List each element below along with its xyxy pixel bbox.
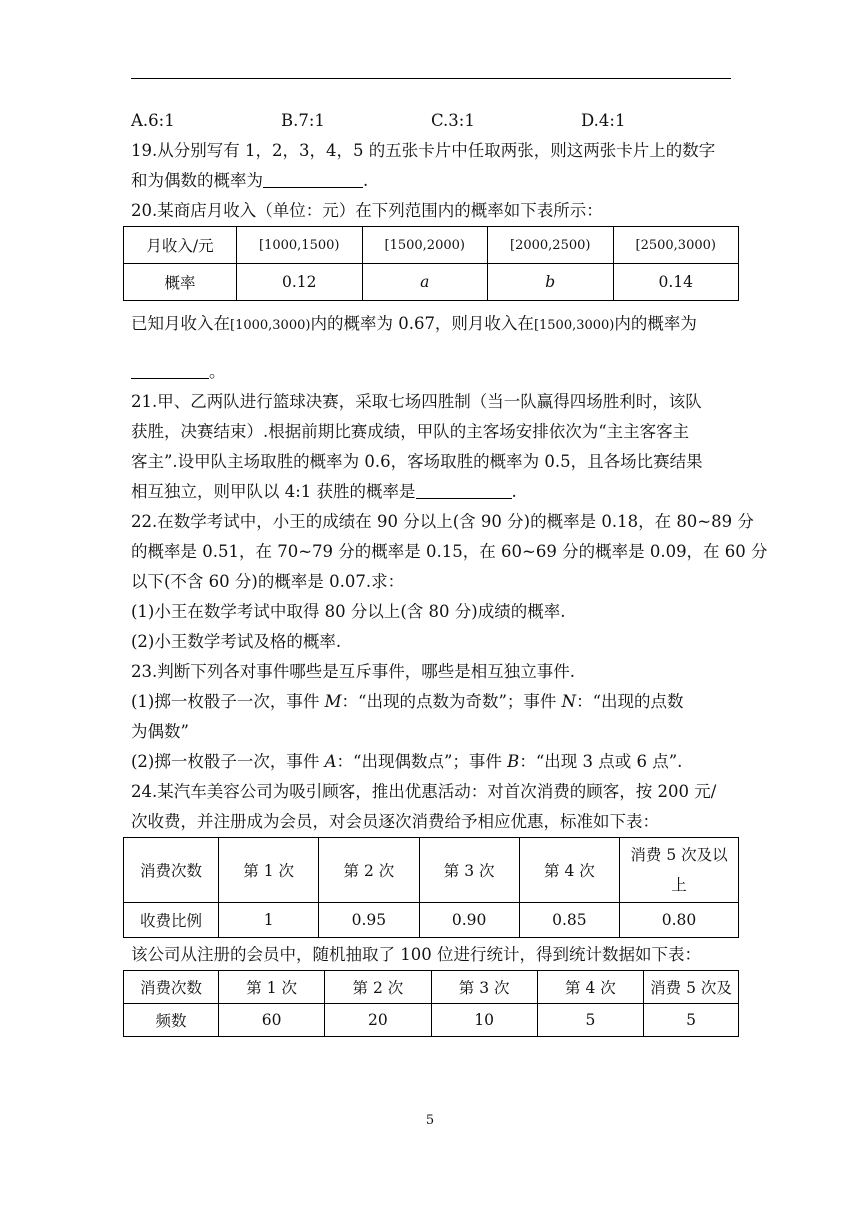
table-cell: 第 3 次	[431, 971, 537, 1004]
interval: [1500,3000)	[533, 318, 615, 333]
q23-part2	[131, 747, 737, 777]
header-rule	[131, 78, 731, 79]
table-cell: 第 4 次	[519, 838, 619, 903]
answer-blank	[416, 480, 512, 499]
table-cell: 第 2 次	[325, 971, 431, 1004]
q21-line2: 获胜，决赛结束）.根据前期比赛成绩，甲队的主客场安排依次为“主主客客主	[131, 422, 690, 441]
q23-text: ：“出现的点数为奇数”；事件	[341, 692, 562, 711]
table-cell: 0.90	[419, 903, 519, 938]
event-variable: B	[507, 752, 520, 771]
q23-part1	[131, 687, 737, 717]
table-cell: 5	[644, 1004, 739, 1037]
table-cell: [1500,2000)	[362, 227, 488, 264]
table-cell: 5	[537, 1004, 643, 1037]
interval: [1000,3000)	[230, 318, 311, 333]
q19-text: 和为偶数的概率为	[131, 171, 263, 190]
choice-d: D.4:1	[581, 111, 626, 130]
table-cell: 第 2 次	[319, 838, 419, 903]
q20-text: 内的概率为	[614, 314, 697, 333]
answer-blank	[131, 360, 209, 379]
table-cell: [2000,2500)	[488, 227, 614, 264]
table-cell: 10	[431, 1004, 537, 1037]
table-cell: a	[362, 264, 488, 301]
q21-line3: 客主”.设甲队主场取胜的概率为 0.6，客场取胜的概率为 0.5，且各场比赛结果	[131, 452, 703, 471]
q21-line1: 21.甲、乙两队进行篮球决赛，采取七场四胜制（当一队赢得四场胜利时，该队	[131, 392, 702, 411]
q22-line1: 22.在数学考试中，小王的成绩在 90 分以上(含 90 分)的概率是 0.18，在 80~89 分	[131, 512, 754, 531]
q22-line3: 以下(不含 60 分)的概率是 0.07.求：	[131, 572, 405, 591]
table-cell: 收费比例	[124, 903, 219, 938]
table-row	[124, 227, 739, 264]
q19-line2	[131, 166, 737, 196]
answer-choices	[131, 106, 737, 136]
q23-text: (2)掷一枚骰子一次，事件	[131, 752, 325, 771]
q19-end: .	[363, 171, 369, 190]
table-cell: 0.80	[620, 903, 739, 938]
spacer	[131, 341, 737, 357]
table-cell: 0.12	[237, 264, 363, 301]
event-variable: A	[324, 752, 337, 771]
q22-line2: 的概率是 0.51，在 70~79 分的概率是 0.15，在 60~69 分的概率是 0.09，在 60 分	[131, 542, 768, 561]
choice-a: A.6:1	[131, 111, 175, 130]
frequency-table	[123, 970, 739, 1037]
table-cell: 20	[325, 1004, 431, 1037]
q21-text: 相互独立，则甲队以 4:1 获胜的概率是	[131, 482, 416, 501]
table-cell: 0.85	[519, 903, 619, 938]
table-row	[124, 971, 739, 1004]
table-cell: 月收入/元	[124, 227, 237, 264]
q23-text: ：“出现偶数点”；事件	[336, 752, 508, 771]
q20-end: 。	[209, 362, 226, 381]
q21-line4	[131, 477, 737, 507]
q24-middle: 该公司从注册的会员中，随机抽取了 100 位进行统计，得到统计数据如下表：	[131, 945, 701, 964]
table-row	[124, 1004, 739, 1037]
q20-answer-line	[131, 357, 737, 387]
income-probability-table	[123, 226, 739, 301]
q20-question	[131, 309, 737, 341]
event-variable: M	[324, 692, 342, 711]
page-content	[131, 106, 768, 1037]
q20-text: 内的概率为 0.67，则月收入在	[310, 314, 534, 333]
q23-text: ：“出现的点数	[576, 692, 684, 711]
table-cell: [1000,1500)	[237, 227, 363, 264]
q23-intro: 23.判断下列各对事件哪些是互斥事件，哪些是相互独立事件.	[131, 662, 575, 681]
fee-ratio-table	[123, 837, 739, 938]
table-cell: 0.14	[613, 264, 739, 301]
q22-part1: (1)小王在数学考试中取得 80 分以上(含 80 分)成绩的概率.	[131, 602, 566, 621]
table-cell: 消费 5 次及	[644, 971, 739, 1004]
table-cell: 频数	[124, 1004, 219, 1037]
q22-part2: (2)小王数学考试及格的概率.	[131, 632, 342, 651]
table-cell: 消费次数	[124, 971, 219, 1004]
q20-text: 已知月收入在	[131, 314, 230, 333]
table-cell	[620, 838, 739, 903]
q23-text: (1)掷一枚骰子一次，事件	[131, 692, 325, 711]
table-row	[124, 264, 739, 301]
table-cell: 0.95	[319, 903, 419, 938]
q20-intro: 20.某商店月收入（单位：元）在下列范围内的概率如下表所示：	[131, 201, 603, 220]
table-cell: 概率	[124, 264, 237, 301]
table-cell: 第 1 次	[219, 971, 325, 1004]
cell-text: 消费 5 次及以	[630, 846, 728, 864]
table-cell: 60	[219, 1004, 325, 1037]
table-cell: 第 3 次	[419, 838, 519, 903]
q24-line1: 24.某汽车美容公司为吸引顾客，推出优惠活动：对首次消费的顾客，按 200 元/	[131, 782, 717, 801]
page-number: 5	[425, 1113, 435, 1128]
choice-c: C.3:1	[431, 111, 475, 130]
event-variable: N	[561, 692, 577, 711]
answer-blank	[263, 169, 363, 188]
table-row	[124, 838, 739, 903]
table-cell: 1	[219, 903, 319, 938]
q21-end: .	[511, 482, 517, 501]
table-cell: 第 1 次	[219, 838, 319, 903]
table-cell: [2500,3000)	[613, 227, 739, 264]
q24-line2: 次收费，并注册成为会员，对会员逐次消费给予相应优惠，标准如下表：	[131, 812, 659, 831]
choice-b: B.7:1	[281, 111, 325, 130]
table-cell: b	[488, 264, 614, 301]
table-row	[124, 903, 739, 938]
q23-part1-cont: 为偶数”	[131, 722, 189, 741]
q23-text: ：“出现 3 点或 6 点”.	[519, 752, 683, 771]
q19-line1: 19.从分别写有 1，2，3，4，5 的五张卡片中任取两张，则这两张卡片上的数字	[131, 141, 716, 160]
table-cell: 消费次数	[124, 838, 219, 903]
cell-text: 上	[671, 876, 687, 894]
table-cell: 第 4 次	[537, 971, 643, 1004]
